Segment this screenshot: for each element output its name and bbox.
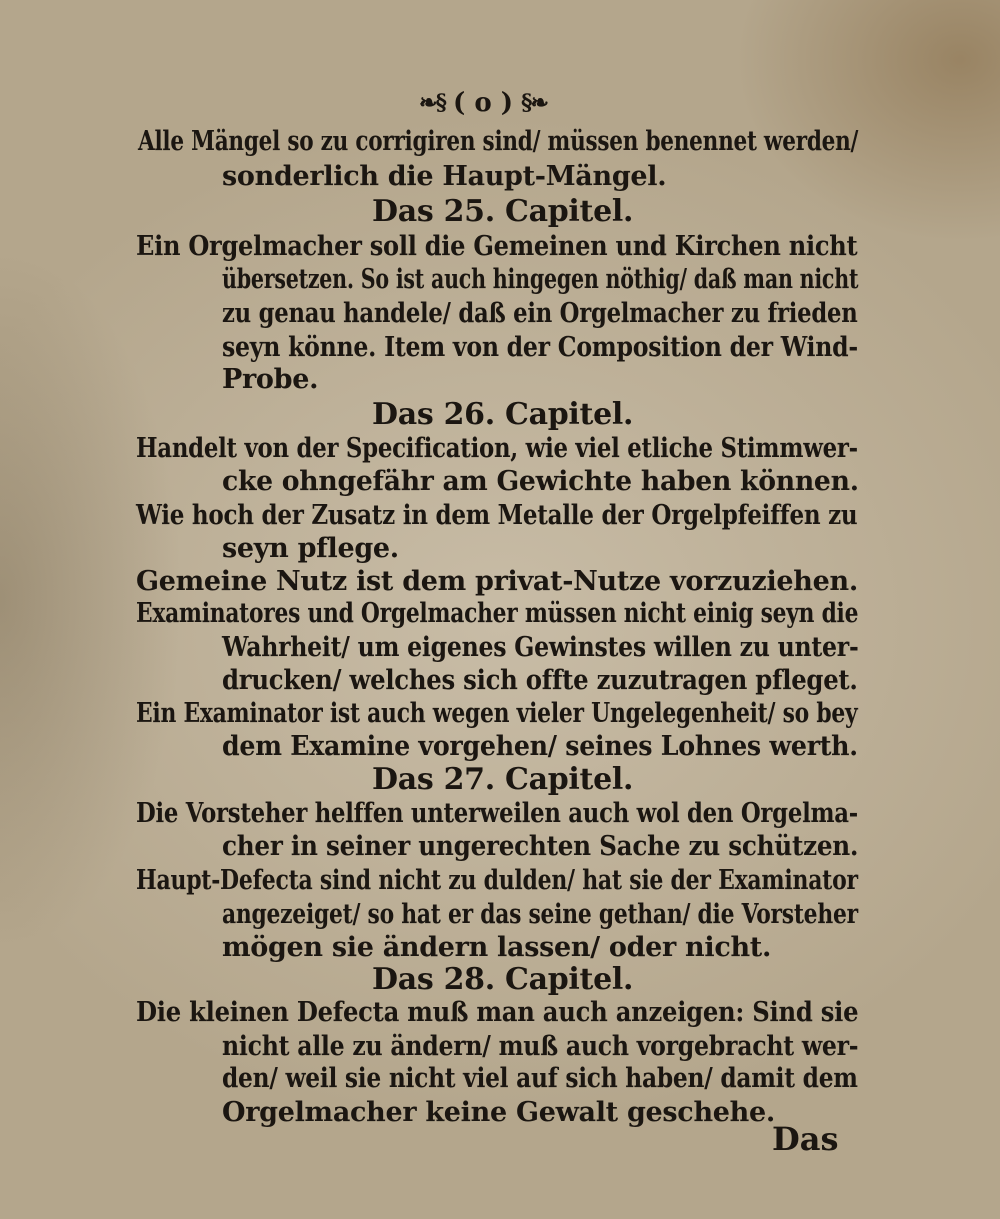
text-line: seyn pflege.: [222, 533, 399, 564]
page-header: [388, 86, 578, 120]
text-line: Ein Orgelmacher soll die Gemeinen und Kirchen nicht: [136, 231, 858, 262]
text-line: Wahrheit/ um eigenes Gewinstes willen zu unter-: [222, 632, 859, 663]
text-line: Gemeine Nutz ist dem privat-Nutze vorzuziehen.: [136, 566, 858, 597]
text-line: cke ohngefähr am Gewichte haben können.: [222, 466, 859, 497]
page-mark: ( o ): [452, 88, 514, 118]
chapter-heading: Das 27. Capitel.: [372, 762, 634, 797]
left-ornament: ❧§: [419, 90, 445, 116]
text-line: nicht alle zu ändern/ muß auch vorgebracht wer-: [222, 1031, 859, 1062]
text-line: Die kleinen Defecta muß man auch anzeigen: Sind sie: [136, 997, 859, 1028]
chapter-heading: Das 25. Capitel.: [372, 194, 634, 229]
catchword: Das: [772, 1120, 839, 1158]
text-line: cher in seiner ungerechten Sache zu schützen.: [222, 831, 859, 862]
text-line: übersetzen. So ist auch hingegen nöthig/ daß man nicht: [222, 264, 859, 295]
text-line: Alle Mängel so zu corrigiren sind/ müssen benennet werden/: [138, 126, 859, 157]
text-line: angezeiget/ so hat er das seine gethan/ die Vorsteher: [222, 899, 858, 930]
text-line: den/ weil sie nicht viel auf sich haben/ damit dem: [222, 1063, 858, 1094]
chapter-heading: Das 26. Capitel.: [372, 397, 634, 432]
text-line: Examinatores und Orgelmacher müssen nicht einig seyn die: [136, 598, 859, 629]
chapter-heading: Das 28. Capitel.: [372, 962, 634, 997]
right-ornament: §❧: [521, 90, 547, 116]
text-line: seyn könne. Item von der Composition der Wind-: [222, 332, 858, 363]
text-line: Wie hoch der Zusatz in dem Metalle der Orgelpfeiffen zu: [136, 500, 858, 531]
text-line: Orgelmacher keine Gewalt geschehe.: [222, 1097, 775, 1128]
text-line: Die Vorsteher helffen unterweilen auch wol den Orgelma-: [136, 798, 858, 829]
text-line: mögen sie ändern lassen/ oder nicht.: [222, 932, 772, 963]
text-line: Probe.: [222, 364, 319, 395]
text-line: Haupt-Defecta sind nicht zu dulden/ hat sie der Examinator: [136, 865, 858, 896]
text-line: dem Examine vorgehen/ seines Lohnes werth.: [222, 731, 858, 762]
text-line: Ein Examinator ist auch wegen vieler Ungelegenheit/ so bey: [136, 698, 858, 729]
text-line: drucken/ welches sich offte zuzutragen pfleget.: [222, 665, 858, 696]
text-line: zu genau handele/ daß ein Orgelmacher zu frieden: [222, 298, 858, 329]
text-line: sonderlich die Haupt-Mängel.: [222, 161, 667, 192]
text-line: Handelt von der Specification, wie viel etliche Stimmwer-: [136, 433, 858, 464]
